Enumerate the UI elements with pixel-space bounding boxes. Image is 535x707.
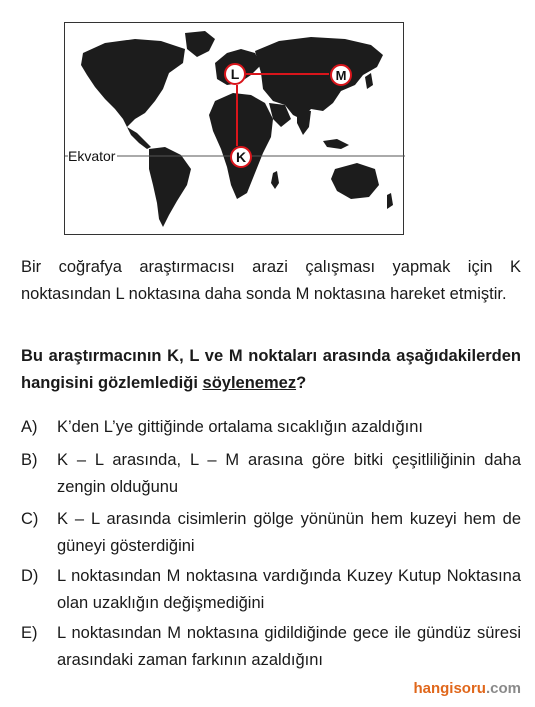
option-e-letter: E) (21, 624, 38, 642)
madagascar (271, 171, 279, 189)
option-d-letter: D) (21, 567, 39, 585)
point-k-label: K (235, 149, 247, 165)
greenland (185, 31, 215, 57)
option-e-text: L noktasından M noktasına gidildiğinde gece ile gündüz süresi arasındaki zaman farkının azaldığını (57, 624, 521, 669)
option-e[interactable] (21, 620, 521, 674)
watermark-part-2: soru (453, 680, 486, 697)
new-zealand (387, 193, 393, 209)
intro-text: Bir coğrafya araştırmacısı arazi çalışması yapmak için K noktasından L noktasına daha sonda M noktasına hareket etmiştir. (21, 258, 521, 303)
option-c[interactable] (21, 506, 521, 560)
option-a-text: K’den L’ye gittiğinde ortalama sıcaklığın azaldığını (57, 418, 423, 436)
option-a[interactable] (21, 414, 521, 441)
point-l (225, 64, 245, 84)
option-d[interactable] (21, 563, 521, 617)
japan (365, 73, 373, 89)
site-watermark (413, 680, 521, 697)
option-c-text: K – L arasında cisimlerin gölge yönünün hem kuzeyi hem de güneyi gösterdiğini (57, 510, 521, 555)
option-b[interactable] (21, 447, 521, 501)
india (297, 109, 311, 135)
south-america (149, 147, 191, 227)
north-america (81, 39, 185, 127)
australia (331, 163, 379, 199)
option-d-text: L noktasından M noktasına vardığında Kuzey Kutup Noktasına olan uzaklığın değişmediğini (57, 567, 521, 612)
world-map (64, 22, 404, 235)
question-mark: ? (296, 374, 307, 392)
central-america (127, 127, 151, 149)
equator-label: Ekvator (68, 148, 116, 164)
option-b-letter: B) (21, 451, 38, 469)
watermark-part-3: .com (485, 680, 521, 697)
point-m (331, 65, 351, 85)
question-emphasis: söylenemez (202, 374, 297, 392)
world-map-graphic (65, 23, 405, 236)
option-b-text: K – L arasında, L – M arasına göre bitki çeşitliliğinin daha zengin olduğunu (57, 451, 521, 496)
option-a-letter: A) (21, 418, 38, 436)
indonesia (323, 139, 349, 149)
point-k (231, 147, 251, 167)
point-l-label: L (230, 66, 240, 82)
watermark-part-1: hangi (413, 680, 454, 697)
question-stem: Bu araştırmacının K, L ve M noktaları arasında aşağıdakilerden hangisini gözlemlediği (21, 347, 521, 392)
question-text (21, 343, 521, 397)
option-c-letter: C) (21, 510, 39, 528)
point-m-label: M (335, 68, 347, 83)
